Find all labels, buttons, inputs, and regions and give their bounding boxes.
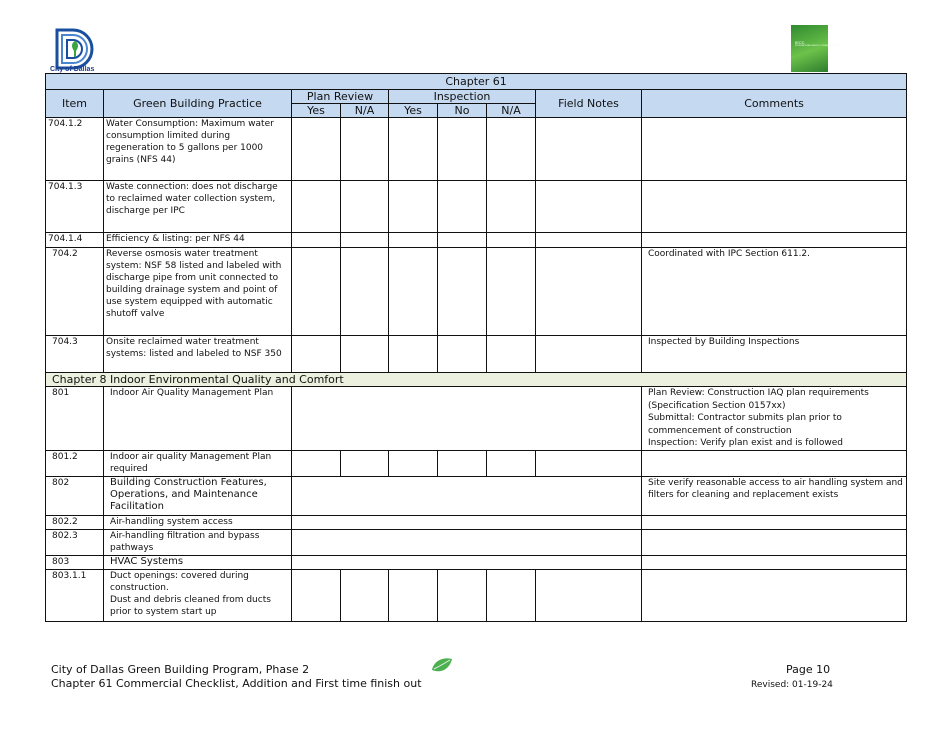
practice-cell: Efficiency & listing: per NFS 44 <box>104 233 292 248</box>
merged-checks-cell <box>292 530 642 556</box>
plan-na-cell[interactable] <box>341 570 389 622</box>
logo-caption: City of Dallas <box>50 66 95 73</box>
insp-na-cell[interactable] <box>487 570 536 622</box>
practice-cell: Indoor Air Quality Management Plan <box>104 387 292 451</box>
table-row <box>46 477 907 516</box>
insp-yes-cell[interactable] <box>389 570 438 622</box>
comments-cell: Coordinated with IPC Section 611.2. <box>642 248 907 336</box>
table-row <box>46 181 907 233</box>
insp-na-cell[interactable] <box>487 118 536 181</box>
insp-yes-cell[interactable] <box>389 118 438 181</box>
col-plan-na: N/A <box>341 104 389 118</box>
footer-program: City of Dallas Green Building Program, Phase 2 <box>51 663 310 676</box>
item-cell: 704.3 <box>46 336 104 373</box>
comments-cell <box>642 570 907 622</box>
practice-cell: Reverse osmosis water treatment system: NSF 58 listed and labeled with discharge pipe from unit connected to building drainage system and point of use system equipped with automatic shutoff valve <box>104 248 292 336</box>
merged-checks-cell <box>292 516 642 530</box>
item-cell: 802.2 <box>46 516 104 530</box>
col-insp-yes: Yes <box>389 104 438 118</box>
item-cell: 801 <box>46 387 104 451</box>
plan-na-cell[interactable] <box>341 118 389 181</box>
plan-yes-cell[interactable] <box>292 248 341 336</box>
table-row <box>46 556 907 570</box>
insp-na-cell[interactable] <box>487 181 536 233</box>
plan-na-cell[interactable] <box>341 233 389 248</box>
item-cell: 704.2 <box>46 248 104 336</box>
item-cell: 704.1.4 <box>46 233 104 248</box>
practice-cell: Waste connection: does not discharge to reclaimed water collection system, discharge per IPC <box>104 181 292 233</box>
insp-yes-cell[interactable] <box>389 336 438 373</box>
insp-no-cell[interactable] <box>438 248 487 336</box>
plan-yes-cell[interactable] <box>292 118 341 181</box>
cover-title: IECC <box>795 40 805 45</box>
chapter-8-row <box>46 373 907 387</box>
insp-na-cell[interactable] <box>487 248 536 336</box>
col-item: Item <box>46 90 104 118</box>
insp-no-cell[interactable] <box>438 451 487 477</box>
comments-cell <box>642 233 907 248</box>
col-inspection: Inspection <box>389 90 536 104</box>
practice-cell: Air-handling filtration and bypass pathways <box>104 530 292 556</box>
field-notes-cell[interactable] <box>536 570 642 622</box>
footer-revised: Revised: 01-19-24 <box>751 680 833 690</box>
chapter-61-title: Chapter 61 <box>46 74 907 90</box>
insp-no-cell[interactable] <box>438 118 487 181</box>
field-notes-cell[interactable] <box>536 233 642 248</box>
col-field-notes: Field Notes <box>536 90 642 118</box>
insp-yes-cell[interactable] <box>389 233 438 248</box>
practice-cell: Air-handling system access <box>104 516 292 530</box>
comments-cell: Inspected by Building Inspections <box>642 336 907 373</box>
table-row <box>46 530 907 556</box>
plan-na-cell[interactable] <box>341 451 389 477</box>
plan-yes-cell[interactable] <box>292 181 341 233</box>
practice-cell: Water Consumption: Maximum water consumption limited during regeneration to 5 gallons per 1000 grains (NFS 44) <box>104 118 292 181</box>
footer-checklist: Chapter 61 Commercial Checklist, Addition and First time finish out <box>51 677 422 690</box>
plan-na-cell[interactable] <box>341 336 389 373</box>
practice-cell: HVAC Systems <box>104 556 292 570</box>
col-plan-review: Plan Review <box>292 90 389 104</box>
comments-cell <box>642 516 907 530</box>
item-cell: 802 <box>46 477 104 516</box>
merged-checks-cell <box>292 477 642 516</box>
header-row-1 <box>46 90 907 104</box>
merged-checks-cell <box>292 556 642 570</box>
checklist-table <box>45 73 907 622</box>
plan-na-cell[interactable] <box>341 248 389 336</box>
plan-yes-cell[interactable] <box>292 451 341 477</box>
insp-no-cell[interactable] <box>438 570 487 622</box>
comments-cell <box>642 118 907 181</box>
insp-na-cell[interactable] <box>487 336 536 373</box>
practice-cell: Duct openings: covered during construction. Dust and debris cleaned from ducts prior to system start up <box>104 570 292 622</box>
plan-na-cell[interactable] <box>341 181 389 233</box>
col-comments: Comments <box>642 90 907 118</box>
table-row <box>46 336 907 373</box>
table-row <box>46 570 907 622</box>
green-leaf-icon <box>430 656 454 676</box>
col-insp-na: N/A <box>487 104 536 118</box>
item-cell: 704.1.2 <box>46 118 104 181</box>
table-row <box>46 248 907 336</box>
plan-yes-cell[interactable] <box>292 336 341 373</box>
field-notes-cell[interactable] <box>536 248 642 336</box>
table-row <box>46 451 907 477</box>
comments-cell: Site verify reasonable access to air handling system and filters for cleaning and replacement exists <box>642 477 907 516</box>
insp-no-cell[interactable] <box>438 233 487 248</box>
comments-cell <box>642 530 907 556</box>
table-row <box>46 516 907 530</box>
field-notes-cell[interactable] <box>536 181 642 233</box>
table-title-row <box>46 74 907 90</box>
comments-cell <box>642 181 907 233</box>
practice-cell: Indoor air quality Management Plan required <box>104 451 292 477</box>
field-notes-cell[interactable] <box>536 451 642 477</box>
comments-cell <box>642 451 907 477</box>
table-row <box>46 118 907 181</box>
insp-na-cell[interactable] <box>487 233 536 248</box>
iecc-cover-thumbnail-icon <box>791 25 843 72</box>
item-cell: 801.2 <box>46 451 104 477</box>
col-plan-yes: Yes <box>292 104 341 118</box>
insp-yes-cell[interactable] <box>389 451 438 477</box>
chapter-8-title: Chapter 8 Indoor Environmental Quality and Comfort <box>46 373 907 387</box>
footer-page-number: Page 10 <box>786 663 831 676</box>
cover-subtitle: INTERNATIONAL ENERGY CONSERVATION CODE <box>795 45 843 47</box>
table-row <box>46 387 907 451</box>
insp-no-cell[interactable] <box>438 181 487 233</box>
comments-cell <box>642 556 907 570</box>
item-cell: 704.1.3 <box>46 181 104 233</box>
practice-cell: Building Construction Features, Operations, and Maintenance Facilitation <box>104 477 292 516</box>
plan-yes-cell[interactable] <box>292 570 341 622</box>
plan-yes-cell[interactable] <box>292 233 341 248</box>
item-cell: 803.1.1 <box>46 570 104 622</box>
insp-yes-cell[interactable] <box>389 248 438 336</box>
field-notes-cell[interactable] <box>536 336 642 373</box>
col-insp-no: No <box>438 104 487 118</box>
insp-na-cell[interactable] <box>487 451 536 477</box>
col-practice: Green Building Practice <box>104 90 292 118</box>
insp-no-cell[interactable] <box>438 336 487 373</box>
insp-yes-cell[interactable] <box>389 181 438 233</box>
item-cell: 802.3 <box>46 530 104 556</box>
practice-cell: Onsite reclaimed water treatment systems: listed and labeled to NSF 350 <box>104 336 292 373</box>
merged-checks-cell <box>292 387 642 451</box>
item-cell: 803 <box>46 556 104 570</box>
field-notes-cell[interactable] <box>536 118 642 181</box>
comments-cell: Plan Review: Construction IAQ plan requirements (Specification Section 0157xx) Submittal: Contractor submits plan prior to commencement of construction Inspection: Verify plan exist and is followed <box>642 387 907 451</box>
table-row <box>46 233 907 248</box>
